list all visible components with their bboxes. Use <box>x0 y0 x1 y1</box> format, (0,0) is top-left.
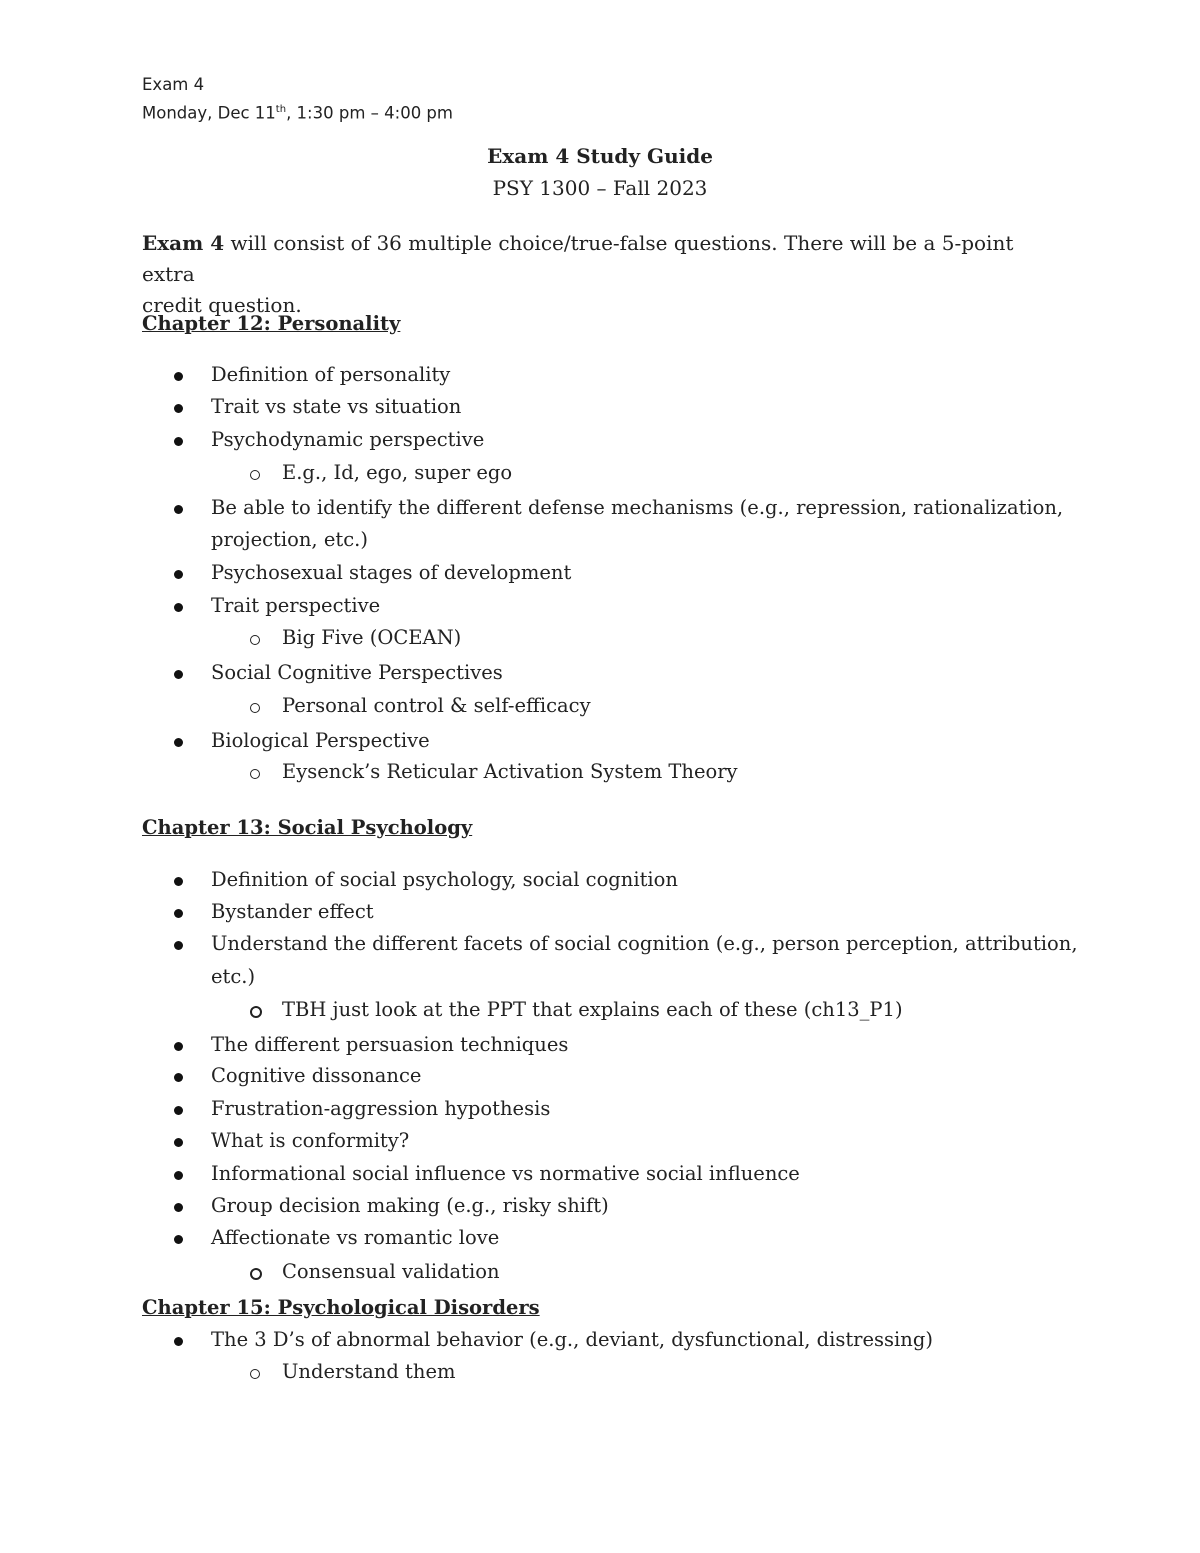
list-item: Definition of personality <box>211 363 451 386</box>
list-item: Be able to identify the different defense mechanisms (e.g., repression, rationalization, <box>211 496 1064 519</box>
list-item: Trait vs state vs situation <box>211 395 462 418</box>
sub-bullet-icon <box>250 635 260 645</box>
bullet-icon <box>174 909 183 918</box>
exam-datetime: Monday, Dec 11th, 1:30 pm – 4:00 pm <box>142 103 453 123</box>
sub-list-item: E.g., Id, ego, super ego <box>282 461 513 484</box>
bullet-icon <box>174 1042 183 1051</box>
section-heading-ch12: Chapter 12: Personality <box>142 312 401 335</box>
sub-list-item: Personal control & self-efficacy <box>282 694 591 717</box>
sub-list-item: Eysenck’s Reticular Activation System Theory <box>282 760 738 783</box>
bullet-icon <box>174 1235 183 1244</box>
page-subtitle: PSY 1300 – Fall 2023 <box>492 176 708 200</box>
exam-label: Exam 4 <box>142 75 205 94</box>
bullet-icon <box>174 738 183 747</box>
page-title: Exam 4 Study Guide <box>487 144 713 168</box>
list-item: Trait perspective <box>211 594 381 617</box>
list-item: Psychodynamic perspective <box>211 428 485 451</box>
list-item: Definition of social psychology, social cognition <box>211 868 678 891</box>
sub-list-item: Consensual validation <box>282 1260 500 1283</box>
bullet-icon <box>174 1337 183 1346</box>
list-item: Social Cognitive Perspectives <box>211 661 503 684</box>
list-item: Informational social influence vs normative social influence <box>211 1162 800 1185</box>
bullet-icon <box>174 505 183 514</box>
intro-paragraph: Exam 4 will consist of 36 multiple choice/true-false questions. There will be a 5-point extra credit question. <box>142 231 1014 317</box>
list-item: Understand the different facets of social cognition (e.g., person perception, attribution, <box>211 932 1078 955</box>
list-item: Psychosexual stages of development <box>211 561 572 584</box>
sub-list-item: Understand them <box>282 1360 456 1383</box>
section-heading-ch15: Chapter 15: Psychological Disorders <box>142 1296 540 1319</box>
list-item: Affectionate vs romantic love <box>211 1226 500 1249</box>
sub-bullet-icon <box>250 1369 260 1379</box>
sub-list-item: Big Five (OCEAN) <box>282 626 462 649</box>
list-item: Frustration-aggression hypothesis <box>211 1097 551 1120</box>
bullet-icon <box>174 372 183 381</box>
bullet-icon <box>174 670 183 679</box>
list-item: Cognitive dissonance <box>211 1064 422 1087</box>
bullet-icon <box>174 941 183 950</box>
sub-bullet-icon <box>250 470 260 480</box>
sub-bullet-icon <box>250 1006 262 1018</box>
bullet-icon <box>174 603 183 612</box>
bullet-icon <box>174 404 183 413</box>
list-item: The 3 D’s of abnormal behavior (e.g., deviant, dysfunctional, distressing) <box>211 1328 933 1351</box>
section-heading-ch13: Chapter 13: Social Psychology <box>142 816 473 839</box>
list-item: The different persuasion techniques <box>211 1033 569 1056</box>
bullet-icon <box>174 1073 183 1082</box>
list-item-continuation: projection, etc.) <box>211 528 368 551</box>
bullet-icon <box>174 1106 183 1115</box>
bullet-icon <box>174 1203 183 1212</box>
sub-bullet-icon <box>250 1268 262 1280</box>
bullet-icon <box>174 1138 183 1147</box>
exam-header <box>142 72 453 126</box>
bullet-icon <box>174 570 183 579</box>
bullet-icon <box>174 877 183 886</box>
sub-bullet-icon <box>250 703 260 713</box>
sub-bullet-icon <box>250 769 260 779</box>
bullet-icon <box>174 1171 183 1180</box>
bullet-icon <box>174 437 183 446</box>
list-item-continuation: etc.) <box>211 965 256 988</box>
list-item: What is conformity? <box>211 1129 410 1152</box>
list-item: Bystander effect <box>211 900 374 923</box>
list-item: Group decision making (e.g., risky shift) <box>211 1194 609 1217</box>
sub-list-item: TBH just look at the PPT that explains each of these (ch13_P1) <box>282 998 903 1021</box>
list-item: Biological Perspective <box>211 729 430 752</box>
